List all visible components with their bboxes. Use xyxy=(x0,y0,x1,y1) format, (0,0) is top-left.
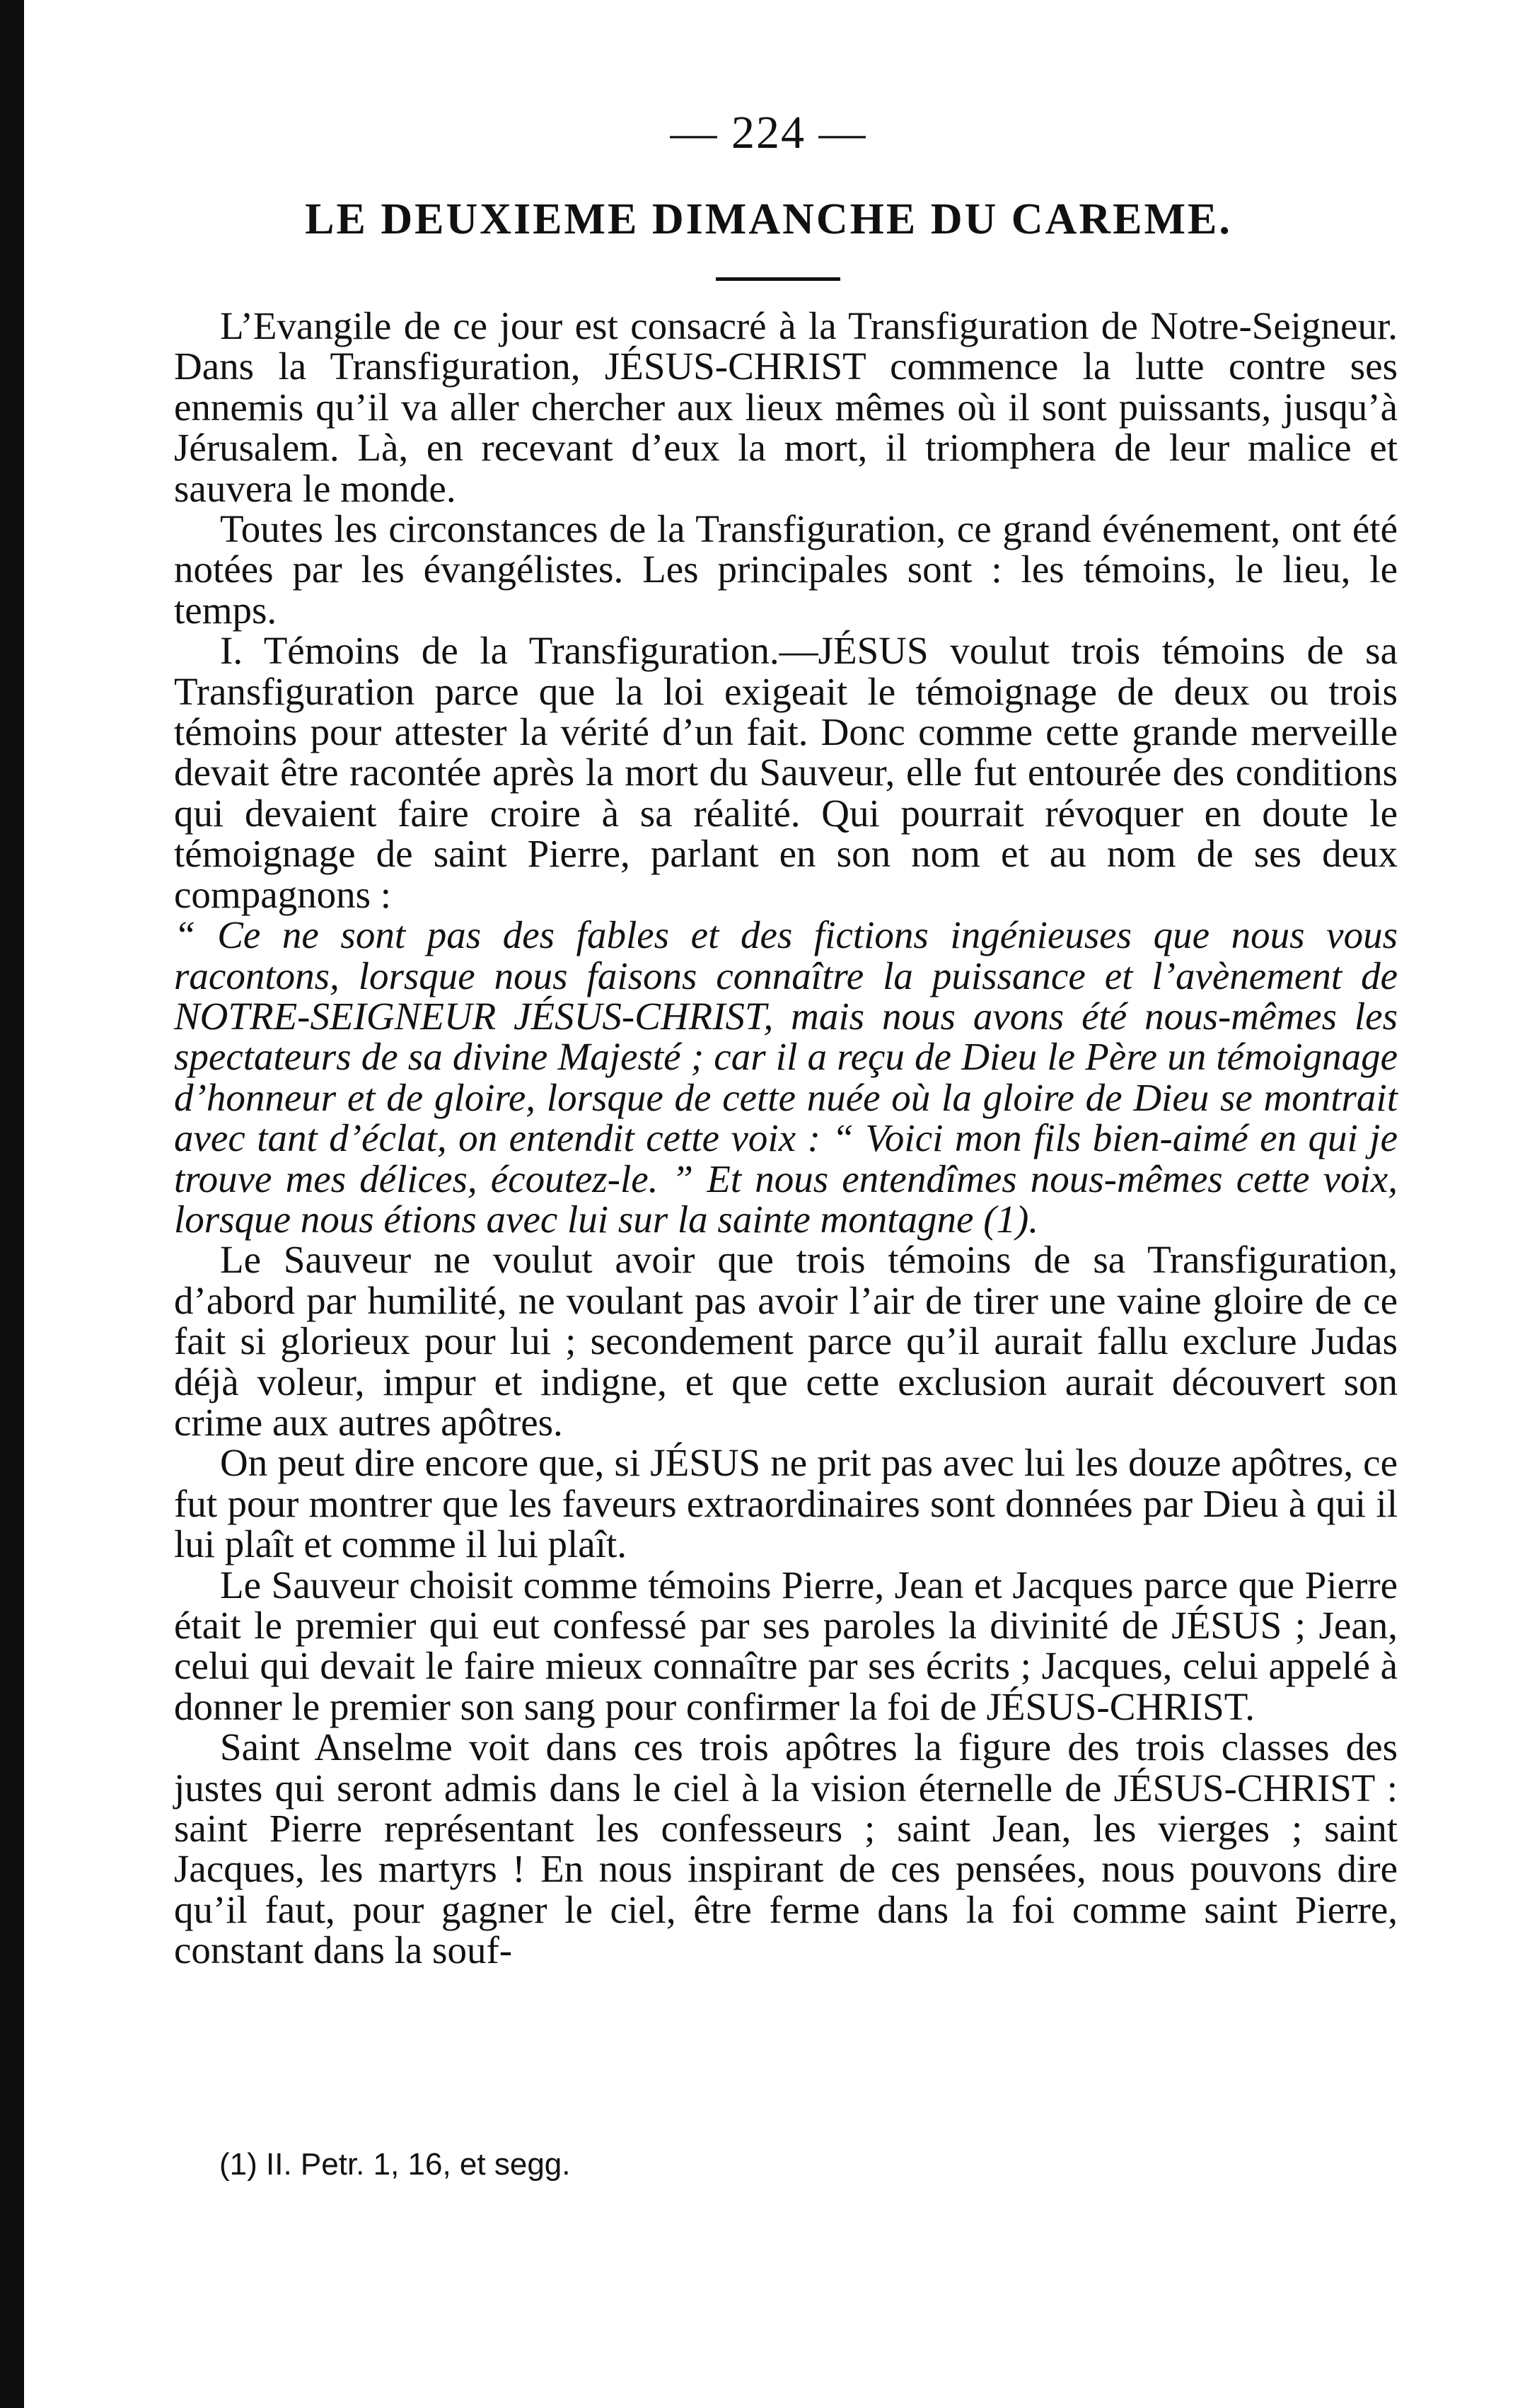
title-divider xyxy=(716,277,840,281)
body-text xyxy=(174,306,1398,1971)
paragraph-choice: Le Sauveur choisit comme témoins Pierre, Jean et Jacques parce que Pierre était le premier qui eut confessé par ses paroles la divinité de JÉSUS ; Jean, celui qui devait le faire mieux connaître par ses écrits ; Jacques, celui appelé à donner le premier son sang pour confirmer la foi de JÉSUS-CHRIST. xyxy=(174,1563,1398,1728)
scan-left-edge xyxy=(0,0,24,2408)
paragraph-intro: L’Evangile de ce jour est consacré à la Transfiguration de Notre-Seigneur. Dans la Transfiguration, JÉSUS-CHRIST commence la lutte contre ses ennemis qu’il va aller chercher aux lieux mêmes où il sont puissants, jusqu’à Jérusalem. Là, en recevant d’eux la mort, il triomphera de leur malice et sauvera le monde. xyxy=(174,304,1398,510)
paragraph-three-witnesses: Le Sauveur ne voulut avoir que trois témoins de sa Transfiguration, d’abord par humilité, ne voulant pas avoir l’air de tirer une vaine gloire de ce fait si glorieux pour lui ; secondement parce qu’il aurait fallu exclure Judas déjà voleur, impur et indigne, et que cette exclusion aurait découvert son crime aux autres apôtres. xyxy=(174,1238,1398,1444)
footnote: (1) II. Petr. 1, 16, et segg. xyxy=(219,2147,571,2182)
chapter-title: LE DEUXIEME DIMANCHE DU CAREME. xyxy=(305,195,1232,243)
page-number: — 224 — xyxy=(670,107,867,158)
paragraph-anselme: Saint Anselme voit dans ces trois apôtres la figure des trois classes des justes qui seront admis dans le ciel à la vision éternelle de JÉSUS-CHRIST : saint Pierre représentant les confesseurs ; saint Jean, les vierges ; saint Jacques, les martyrs ! En nous inspirant de ces pensées, nous pouvons dire qu’il faut, pour gagner le ciel, être ferme dans la foi comme saint Pierre, constant dans la souf- xyxy=(174,1725,1398,1972)
paragraph-witnesses: I. Témoins de la Transfiguration.—JÉSUS voulut trois témoins de sa Transfiguration parce que la loi exigeait le témoignage de deux ou trois témoins pour attester la vérité d’un fait. Donc comme cette grande merveille devait être racontée après la mort du Sauveur, elle fut entourée des conditions qui devaient faire croire à sa réalité. Qui pourrait révoquer en doute le témoignage de saint Pierre, parlant en son nom et au nom de ses deux compagnons : xyxy=(174,629,1398,916)
paragraph-quote: “ Ce ne sont pas des fables et des fictions ingénieuses que nous vous racontons, lorsque nous faisons connaître la puissance et l’avènement de NOTRE-SEIGNEUR JÉSUS-CHRIST, mais nous avons été nous-mêmes les spectateurs de sa divine Majesté ; car il a reçu de Dieu le Père un témoignage d’honneur et de gloire, lorsque de cette nuée où la gloire de Dieu se montrait avec tant d’éclat, on entendit cette voix : “ Voici mon fils bien-aimé en qui je trouve mes délices, écoutez-le. ” Et nous entendîmes nous-mêmes cette voix, lorsque nous étions avec lui sur la sainte montagne (1). xyxy=(174,913,1398,1241)
paragraph-circumstances: Toutes les circonstances de la Transfiguration, ce grand événement, ont été notées par les évangélistes. Les principales sont : les témoins, le lieu, le temps. xyxy=(174,507,1398,632)
paragraph-twelve-apostles: On peut dire encore que, si JÉSUS ne prit pas avec lui les douze apôtres, ce fut pour montrer que les faveurs extraordinaires sont données par Dieu à qui il lui plaît et comme il lui plaît. xyxy=(174,1441,1398,1566)
